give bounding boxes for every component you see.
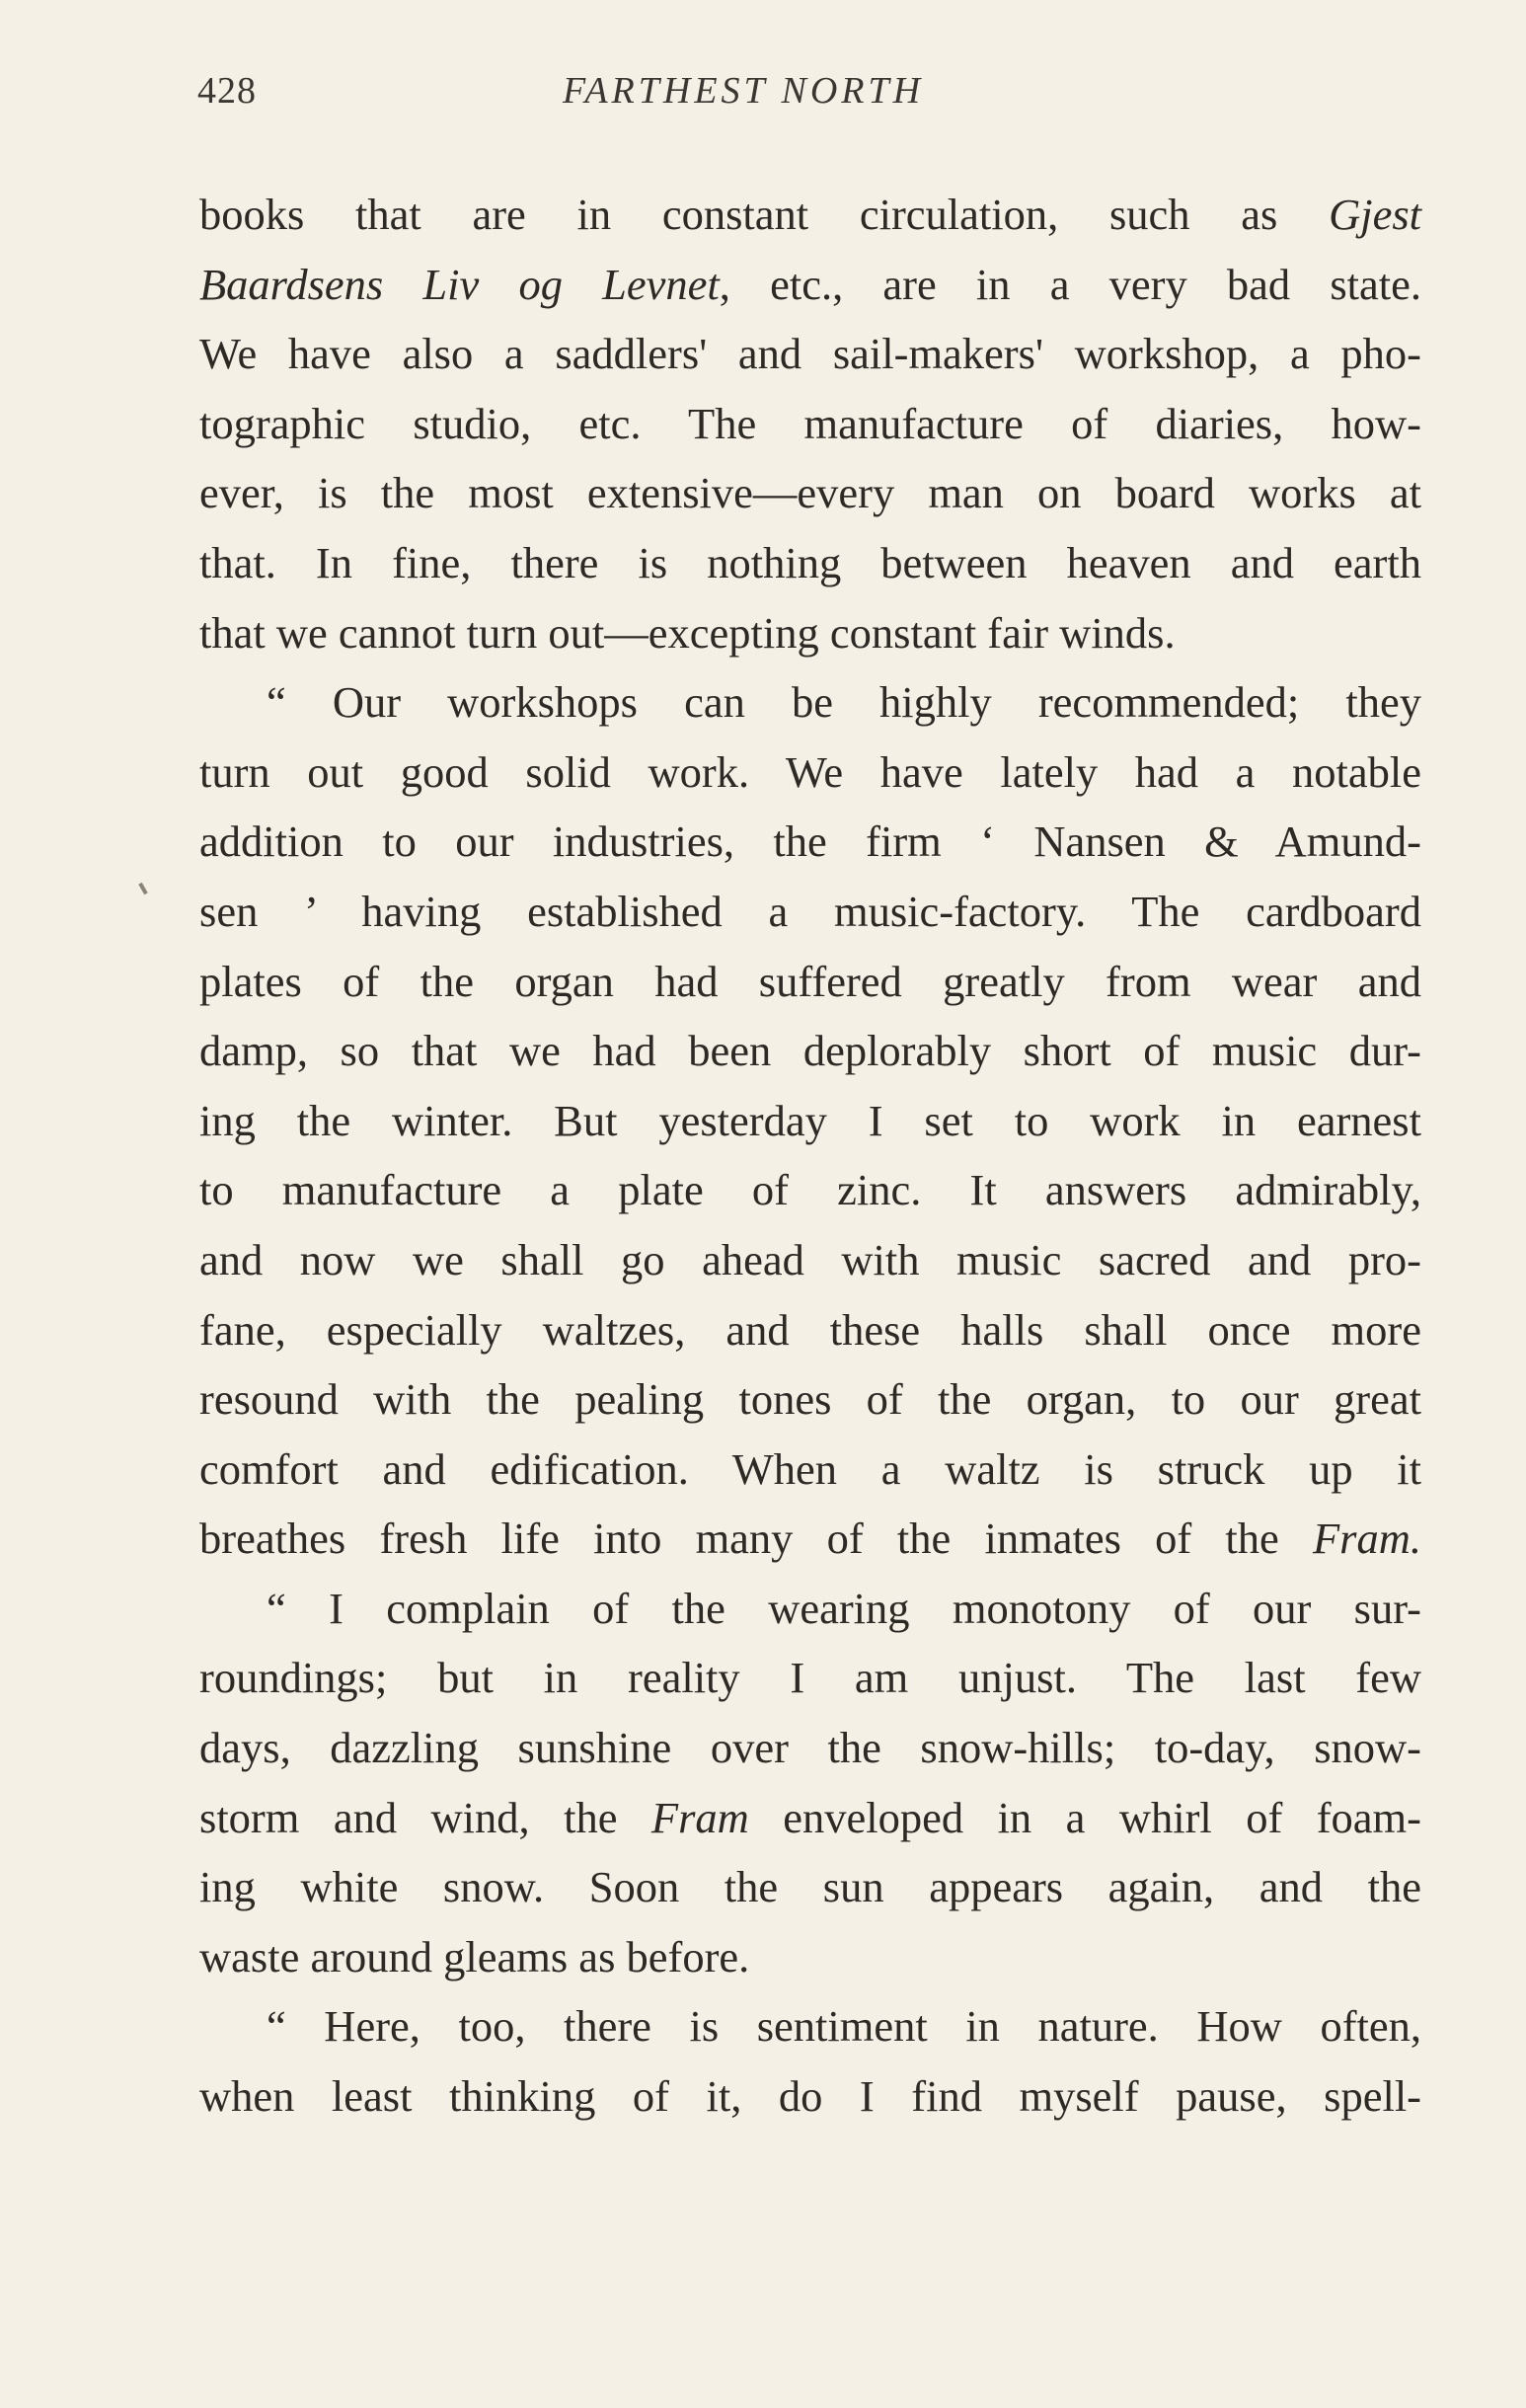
text-line: addition to our industries, the firm ‘ Nansen & Amund- bbox=[199, 816, 1421, 867]
text-line: storm and wind, the Fram enveloped in a whirl of foam- bbox=[199, 1792, 1421, 1842]
text-line: turn out good solid work. We have lately had a notable bbox=[199, 746, 1421, 797]
body-text bbox=[199, 180, 1421, 2132]
text-line: “ Our workshops can be highly recommended; they bbox=[267, 677, 1421, 728]
text-line: resound with the pealing tones of the organ, to our great bbox=[199, 1374, 1421, 1425]
margin-mark bbox=[138, 883, 147, 894]
text-line: to manufacture a plate of zinc. It answers admirably, bbox=[199, 1165, 1421, 1215]
text-line: when least thinking of it, do I find myself pause, spell- bbox=[199, 2071, 1421, 2122]
text-line: ing white snow. Soon the sun appears again, and the bbox=[199, 1862, 1421, 1912]
text-line: “ Here, too, there is sentiment in nature. How often, bbox=[267, 2001, 1421, 2052]
text-line: and now we shall go ahead with music sacred and pro- bbox=[199, 1234, 1421, 1284]
text-line: tographic studio, etc. The manufacture of diaries, how- bbox=[199, 398, 1421, 448]
text-line: breathes fresh life into many of the inmates of the Fram. bbox=[199, 1514, 1421, 1564]
page-number: 428 bbox=[197, 70, 257, 112]
text-line: that. In fine, there is nothing between heaven and earth bbox=[199, 537, 1421, 587]
running-head bbox=[178, 69, 1421, 128]
text-line: fane, especially waltzes, and these halls shall once more bbox=[199, 1304, 1421, 1355]
text-line: that we cannot turn out—excepting constant fair winds. bbox=[199, 607, 1176, 658]
text-line: “ I complain of the wearing monotony of our sur- bbox=[267, 1583, 1421, 1633]
text-line: ever, is the most extensive—every man on board works at bbox=[199, 468, 1421, 518]
text-line: Baardsens Liv og Levnet, etc., are in a very bad state. bbox=[199, 259, 1422, 309]
text-line: books that are in constant circulation, such as Gjest bbox=[199, 190, 1421, 239]
text-line: We have also a saddlers' and sail-makers' workshop, a pho- bbox=[199, 329, 1421, 379]
text-line: roundings; but in reality I am unjust. The last few bbox=[199, 1653, 1421, 1703]
text-line: days, dazzling sunshine over the snow-hills; to-day, snow- bbox=[199, 1723, 1421, 1773]
text-line: sen ’ having established a music-factory. The cardboard bbox=[199, 886, 1421, 936]
text-line: waste around gleams as before. bbox=[199, 1931, 750, 1981]
text-line: damp, so that we had been deplorably short of music dur- bbox=[199, 1026, 1421, 1076]
text-line: ing the winter. But yesterday I set to work in earnest bbox=[199, 1095, 1421, 1145]
running-title: FARTHEST NORTH bbox=[563, 70, 925, 112]
text-line: comfort and edification. When a waltz is struck up it bbox=[199, 1443, 1421, 1494]
text-line: plates of the organ had suffered greatly from wear and bbox=[199, 956, 1421, 1006]
